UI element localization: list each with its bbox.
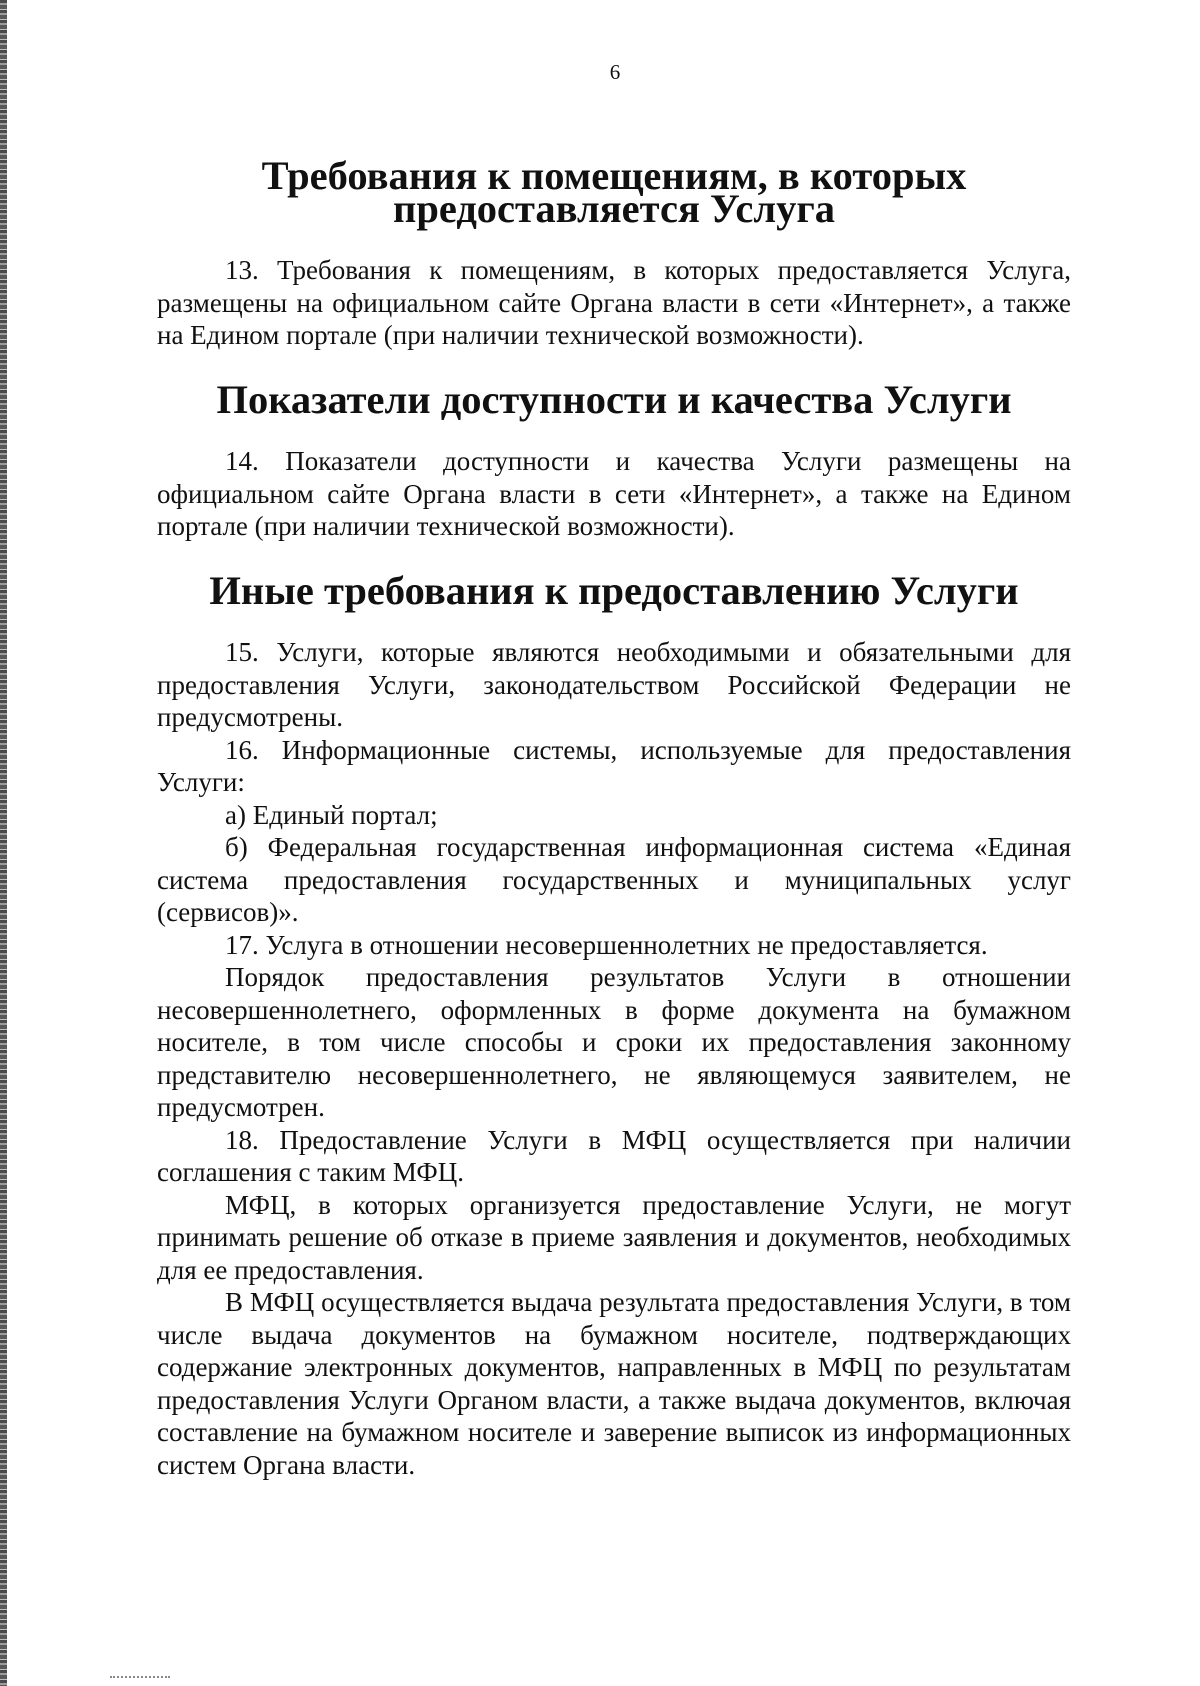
paragraph-18: 18. Предоставление Услуги в МФЦ осуществляется при наличии соглашения с таким МФЦ.	[157, 1124, 1071, 1187]
paragraph-13: 13. Требования к помещениям, в которых предоставляется Услуга, размещены на официальном сайте Органа власти в сети «Интернет», а также на Едином портале (при наличии технической возможности).	[157, 255, 1071, 350]
paragraph-16: 16. Информационные системы, используемые для предоставления Услуги:	[157, 734, 1071, 797]
page-number: 6	[609, 60, 621, 84]
scan-artifact	[110, 1676, 170, 1684]
section-heading-premises: Требования к помещениям, в которых предоставляется Услуга	[261, 153, 967, 231]
paragraph-16-a: а) Единый портал;	[225, 799, 438, 830]
document-body	[157, 153, 1071, 1481]
paragraph-18-mfc-issuance: В МФЦ осуществляется выдача результата предоставления Услуги, в том числе выдача документов на бумажном носителе, подтверждающих содержание электронных документов, направленных в МФЦ по результатам предоставления Услуги Органом власти, а также выдача документов, включая составление на бумажном носителе и заверение выписок из информационных систем Органа власти.	[157, 1287, 1071, 1480]
paragraph-17-order: Порядок предоставления результатов Услуги в отношении несовершеннолетнего, оформленных в форме документа на бумажном носителе, в том числе способы и сроки их предоставления законному представителю несовершеннолетнего, не являющемуся заявителем, не предусмотрен.	[157, 962, 1071, 1122]
scan-edge	[0, 0, 7, 1686]
paragraph-16-b: б) Федеральная государственная информационная система «Единая система предоставления государственных и муниципальных услуг (сервисов)».	[157, 832, 1071, 927]
paragraph-15: 15. Услуги, которые являются необходимыми и обязательными для предоставления Услуги, законодательством Российской Федерации не предусмотрены.	[157, 637, 1071, 732]
paragraph-17: 17. Услуга в отношении несовершеннолетних не предоставляется.	[225, 929, 988, 960]
section-heading-other-requirements: Иные требования к предоставлению Услуги	[209, 567, 1019, 613]
section-heading-quality: Показатели доступности и качества Услуги	[216, 376, 1012, 422]
paragraph-14: 14. Показатели доступности и качества Услуги размещены на официальном сайте Органа власти в сети «Интернет», а также на Едином портале (при наличии технической возможности).	[157, 446, 1071, 541]
paragraph-18-mfc-refusal: МФЦ, в которых организуется предоставление Услуги, не могут принимать решение об отказе в приеме заявления и документов, необходимых для ее предоставления.	[157, 1189, 1071, 1285]
